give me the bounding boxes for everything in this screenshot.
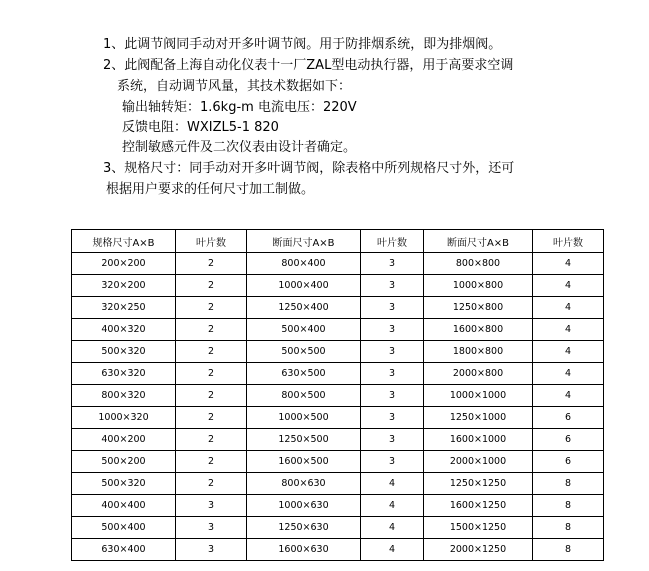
header-blades: 叶片数 — [533, 230, 604, 253]
cell-section-size: 800×800 — [424, 253, 533, 275]
cell-size: 800×320 — [72, 385, 176, 407]
cell-blades: 2 — [176, 407, 247, 429]
cell-blades: 2 — [176, 451, 247, 473]
cell-blades: 3 — [361, 451, 424, 473]
table-row — [72, 385, 604, 407]
table-row — [72, 539, 604, 561]
cell-section-size: 1800×800 — [424, 341, 533, 363]
cell-blades: 4 — [533, 319, 604, 341]
header-section-size: 断面尺寸A×B — [247, 230, 361, 253]
cell-blades: 8 — [533, 495, 604, 517]
cell-blades: 4 — [361, 539, 424, 561]
cell-blades: 3 — [361, 407, 424, 429]
header-blades: 叶片数 — [176, 230, 247, 253]
cell-section-size: 1600×1000 — [424, 429, 533, 451]
table-row — [72, 341, 604, 363]
cell-section-size: 1500×1250 — [424, 517, 533, 539]
cell-section-size: 1600×1250 — [424, 495, 533, 517]
table-row — [72, 319, 604, 341]
cell-blades: 2 — [176, 385, 247, 407]
note-control-elements: 控制敏感元件及二次仪表由设计者确定。 — [122, 140, 357, 155]
cell-size: 400×320 — [72, 319, 176, 341]
cell-blades: 4 — [533, 363, 604, 385]
cell-blades: 2 — [176, 429, 247, 451]
cell-section-size: 1250×1250 — [424, 473, 533, 495]
table-row — [72, 517, 604, 539]
cell-section-size: 2000×1250 — [424, 539, 533, 561]
cell-size: 320×250 — [72, 297, 176, 319]
table-row — [72, 275, 604, 297]
cell-section-size: 1000×500 — [247, 407, 361, 429]
cell-size: 500×320 — [72, 341, 176, 363]
cell-blades: 3 — [176, 517, 247, 539]
cell-blades: 3 — [361, 385, 424, 407]
header-size: 规格尺寸A×B — [72, 230, 176, 253]
cell-blades: 2 — [176, 473, 247, 495]
cell-blades: 4 — [533, 253, 604, 275]
cell-section-size: 500×400 — [247, 319, 361, 341]
note-2: 2、此阀配备上海自动化仪表十一厂ZAL型电动执行器，用于高要求空调 — [103, 58, 514, 73]
cell-blades: 3 — [176, 495, 247, 517]
cell-section-size: 500×500 — [247, 341, 361, 363]
cell-blades: 3 — [361, 319, 424, 341]
cell-blades: 2 — [176, 297, 247, 319]
table-row — [72, 495, 604, 517]
cell-section-size: 1000×630 — [247, 495, 361, 517]
cell-blades: 3 — [361, 363, 424, 385]
cell-blades: 8 — [533, 517, 604, 539]
cell-section-size: 1250×1000 — [424, 407, 533, 429]
table-row — [72, 429, 604, 451]
cell-blades: 4 — [533, 275, 604, 297]
cell-section-size: 1000×400 — [247, 275, 361, 297]
table-row — [72, 253, 604, 275]
cell-section-size: 1250×500 — [247, 429, 361, 451]
cell-section-size: 2000×800 — [424, 363, 533, 385]
note-feedback-resistor: 反馈电阻：WXIZL5-1 820 — [122, 120, 279, 135]
cell-blades: 2 — [176, 341, 247, 363]
note-3: 3、规格尺寸：同手动对开多叶调节阀，除表格中所列规格尺寸外，还可 — [103, 161, 515, 176]
cell-size: 200×200 — [72, 253, 176, 275]
cell-section-size: 1600×500 — [247, 451, 361, 473]
cell-section-size: 800×400 — [247, 253, 361, 275]
cell-size: 1000×320 — [72, 407, 176, 429]
header-section-size: 断面尺寸A×B — [424, 230, 533, 253]
cell-blades: 2 — [176, 253, 247, 275]
cell-blades: 2 — [176, 275, 247, 297]
cell-blades: 4 — [361, 517, 424, 539]
table-row — [72, 363, 604, 385]
cell-blades: 6 — [533, 429, 604, 451]
cell-blades: 8 — [533, 539, 604, 561]
cell-blades: 3 — [361, 429, 424, 451]
cell-blades: 2 — [176, 363, 247, 385]
cell-size: 630×320 — [72, 363, 176, 385]
cell-size: 630×400 — [72, 539, 176, 561]
table-row — [72, 473, 604, 495]
note-torque-voltage: 输出轴转矩：1.6kg-m 电流电压：220V — [122, 100, 357, 115]
cell-blades: 4 — [361, 473, 424, 495]
table-body — [72, 253, 604, 561]
cell-blades: 4 — [533, 385, 604, 407]
table-row — [72, 407, 604, 429]
cell-section-size: 1250×800 — [424, 297, 533, 319]
cell-section-size: 630×500 — [247, 363, 361, 385]
note-1: 1、此调节阀同手动对开多叶调节阀。用于防排烟系统，即为排烟阀。 — [103, 37, 502, 52]
cell-section-size: 800×630 — [247, 473, 361, 495]
cell-blades: 4 — [361, 495, 424, 517]
cell-blades: 3 — [361, 275, 424, 297]
cell-size: 500×200 — [72, 451, 176, 473]
header-blades: 叶片数 — [361, 230, 424, 253]
cell-section-size: 1250×400 — [247, 297, 361, 319]
cell-section-size: 1000×1000 — [424, 385, 533, 407]
spec-table — [71, 229, 604, 561]
cell-size: 500×320 — [72, 473, 176, 495]
table-header-row — [72, 230, 604, 253]
cell-blades: 2 — [176, 319, 247, 341]
cell-blades: 6 — [533, 407, 604, 429]
table-row — [72, 297, 604, 319]
cell-blades: 3 — [361, 341, 424, 363]
cell-section-size: 1600×630 — [247, 539, 361, 561]
cell-section-size: 2000×1000 — [424, 451, 533, 473]
cell-size: 400×200 — [72, 429, 176, 451]
cell-section-size: 800×500 — [247, 385, 361, 407]
cell-blades: 3 — [361, 297, 424, 319]
cell-blades: 3 — [361, 253, 424, 275]
table-row — [72, 451, 604, 473]
note-3-continued: 根据用户要求的任何尺寸加工制做。 — [106, 182, 315, 197]
cell-size: 500×400 — [72, 517, 176, 539]
cell-blades: 6 — [533, 451, 604, 473]
cell-blades: 4 — [533, 297, 604, 319]
note-2-continued: 系统，自动调节风量，其技术数据如下： — [117, 79, 352, 94]
cell-section-size: 1250×630 — [247, 517, 361, 539]
cell-blades: 8 — [533, 473, 604, 495]
cell-blades: 4 — [533, 341, 604, 363]
cell-size: 400×400 — [72, 495, 176, 517]
cell-section-size: 1600×800 — [424, 319, 533, 341]
cell-size: 320×200 — [72, 275, 176, 297]
cell-blades: 3 — [176, 539, 247, 561]
cell-section-size: 1000×800 — [424, 275, 533, 297]
